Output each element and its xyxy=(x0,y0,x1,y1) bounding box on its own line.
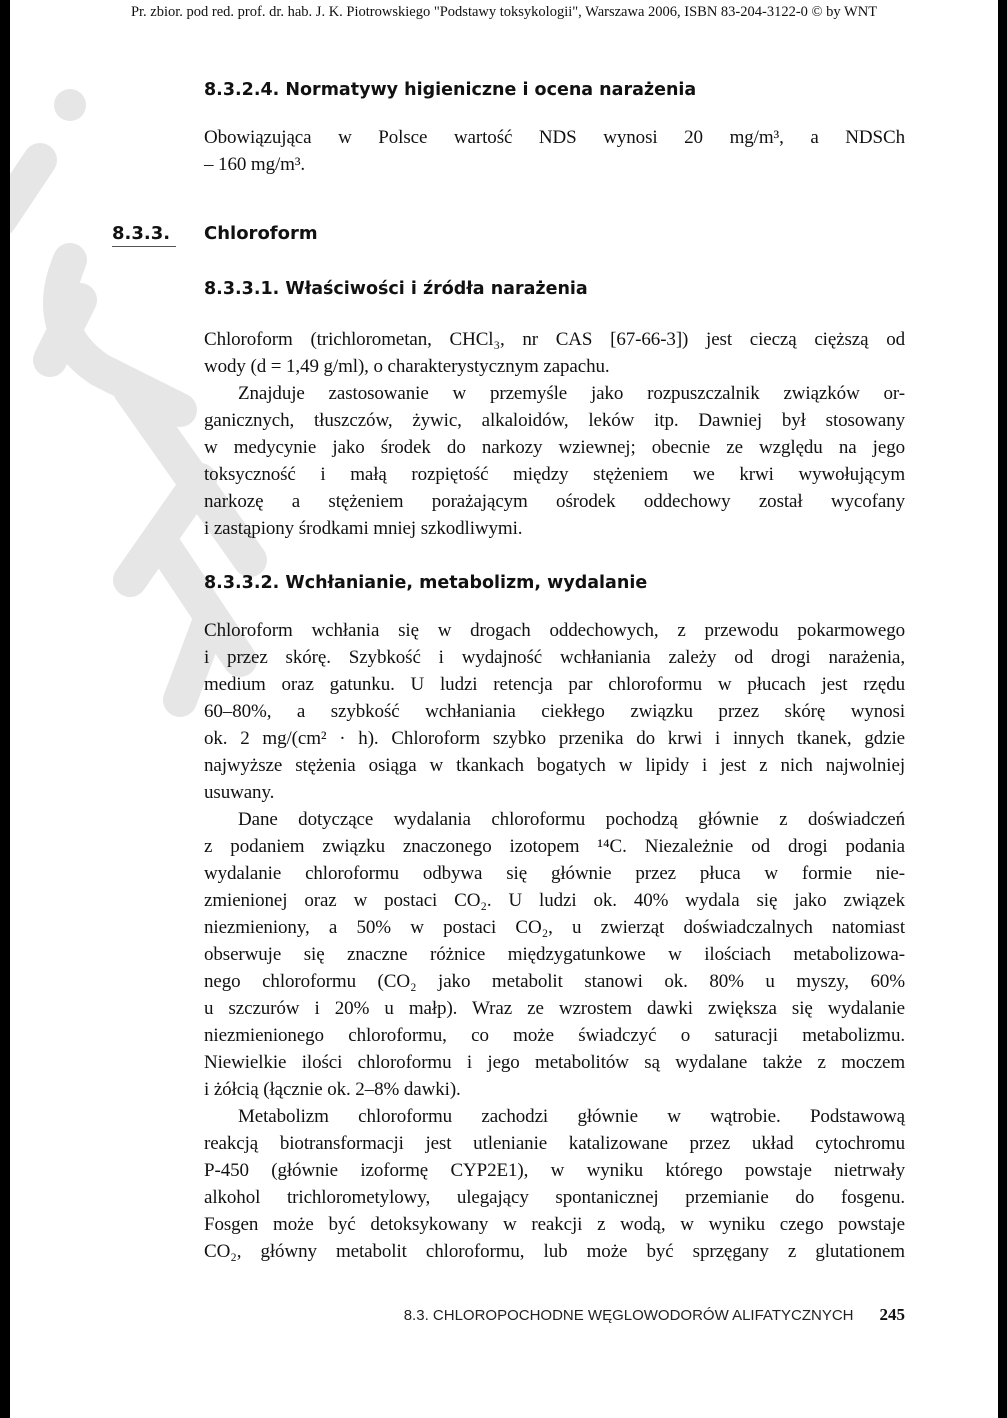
paragraph xyxy=(204,380,905,542)
text-line: usuwany. xyxy=(204,782,275,803)
text-line: u szczurów i 20% u małp). Wraz ze wzrostem dawki zwiększa się wydalanie xyxy=(204,998,905,1019)
section-heading-8324: 8.3.2.4. Normatywy higieniczne i ocena narażenia xyxy=(204,80,697,100)
text-line: i zastąpiony środkami mniej szkodliwymi. xyxy=(204,518,523,539)
document-page xyxy=(10,0,998,1418)
text-line: 60–80%, a szybkość wchłaniania ciekłego związku przez skórę wynosi xyxy=(204,701,905,722)
text-line: medium oraz gatunku. U ludzi retencja par chloroformu w płucach jest rzędu xyxy=(204,674,905,695)
text-line: Metabolizm chloroformu zachodzi głównie w wątrobie. Podstawową xyxy=(238,1106,905,1127)
text-line: z podaniem związku znaczonego izotopem ¹⁴C. Niezależnie od drogi podania xyxy=(204,836,905,857)
page-number: 245 xyxy=(879,1305,905,1324)
section-title: Chloroform xyxy=(204,223,318,244)
text-line: P-450 (głównie izoformę CYP2E1), w wyniku którego powstaje nietrwały xyxy=(204,1160,905,1181)
text-line: i przez skórę. Szybkość i wydajność wchłaniania zależy od drogi narażenia, xyxy=(204,647,905,668)
text-line: Znajduje zastosowanie w przemyśle jako rozpuszczalnik związków or- xyxy=(238,383,905,404)
text-line: najwyższe stężenia osiąga w tkankach bogatych w lipidy i jest z nich najwolniej xyxy=(204,755,905,776)
text-line: Obowiązująca w Polsce wartość NDS wynosi 20 mg/m³, a NDSCh xyxy=(204,127,905,148)
section-heading-8331: 8.3.3.1. Właściwości i źródła narażenia xyxy=(204,279,588,299)
text-line: narkozę a stężeniem porażającym ośrodek oddechowy został wycofany xyxy=(204,491,905,512)
text-line: wody (d = 1,49 g/ml), o charakterystycznym zapachu. xyxy=(204,356,610,377)
text-line: ok. 2 mg/(cm² · h). Chloroform szybko przenika do krwi i innych tkanek, gdzie xyxy=(204,728,905,749)
text-line: alkohol trichlorometylowy, ulegający spontanicznej przemianie do fosgenu. xyxy=(204,1187,905,1208)
text-line: w medycynie jako środek do narkozy wziewnej; obecnie ze względu na jego xyxy=(204,437,905,458)
paragraph xyxy=(204,806,905,1103)
text-line: Chloroform wchłania się w drogach oddechowych, z przewodu pokarmowego xyxy=(204,620,905,641)
paragraph xyxy=(204,1103,905,1265)
text-line: nego chloroformu (CO₂ jako metabolit stanowi ok. 80% u myszy, 60% xyxy=(204,971,905,992)
text-line: CO₂, główny metabolit chloroformu, lub może być sprzęgany z glutationem xyxy=(204,1241,905,1262)
text-line: zmienionej oraz w postaci CO₂. U ludzi ok. 40% wydala się jako związek xyxy=(204,890,905,911)
section-number: 8.3.3. xyxy=(112,223,176,247)
paragraph xyxy=(204,617,905,806)
page-footer xyxy=(204,1305,905,1325)
text-line: wydalanie chloroformu odbywa się głównie przez płuca w formie nie- xyxy=(204,863,905,884)
text-line: Fosgen może być detoksykowany w reakcji z wodą, w wyniku czego powstaje xyxy=(204,1214,905,1235)
text-line: – 160 mg/m³. xyxy=(204,154,306,175)
text-line: niezmienionego chloroformu, co może świadczyć o saturacji metabolizmu. xyxy=(204,1025,905,1046)
text-line: niezmieniony, a 50% w postaci CO₂, u zwierząt doświadczalnych natomiast xyxy=(204,917,905,938)
text-line: reakcją biotransformacji jest utlenianie katalizowane przez układ cytochromu xyxy=(204,1133,905,1154)
text-line: Dane dotyczące wydalania chloroformu pochodzą głównie z doświadczeń xyxy=(238,809,905,830)
running-footer: 8.3. CHLOROPOCHODNE WĘGLOWODORÓW ALIFATYCZNYCH xyxy=(403,1307,854,1324)
text-line: i żółcią (łącznie ok. 2–8% dawki). xyxy=(204,1079,461,1100)
text-line: toksyczność i małą rozpiętość między stężeniem we krwi wywołującym xyxy=(204,464,905,485)
paragraph xyxy=(204,124,905,178)
text-line: ganicznych, tłuszczów, żywic, alkaloidów, leków itp. Dawniej był stosowany xyxy=(204,410,905,431)
section-heading-8332: 8.3.3.2. Wchłanianie, metabolizm, wydalanie xyxy=(204,573,648,593)
text-line: Niewielkie ilości chloroformu i jego metabolitów są wydalane także z moczem xyxy=(204,1052,905,1073)
text-line: Chloroform (trichlorometan, CHCl₃, nr CAS [67-66-3]) jest cieczą cięższą od xyxy=(204,329,905,350)
paragraph xyxy=(204,326,905,380)
text-line: obserwuje się znaczne różnice międzygatunkowe w ilościach metabolizowa- xyxy=(204,944,905,965)
page-header: Pr. zbior. pod red. prof. dr. hab. J. K. Piotrowskiego "Podstawy toksykologii", Warszawa 2006, ISBN 83-204-3122-0 © by WNT xyxy=(130,4,878,20)
